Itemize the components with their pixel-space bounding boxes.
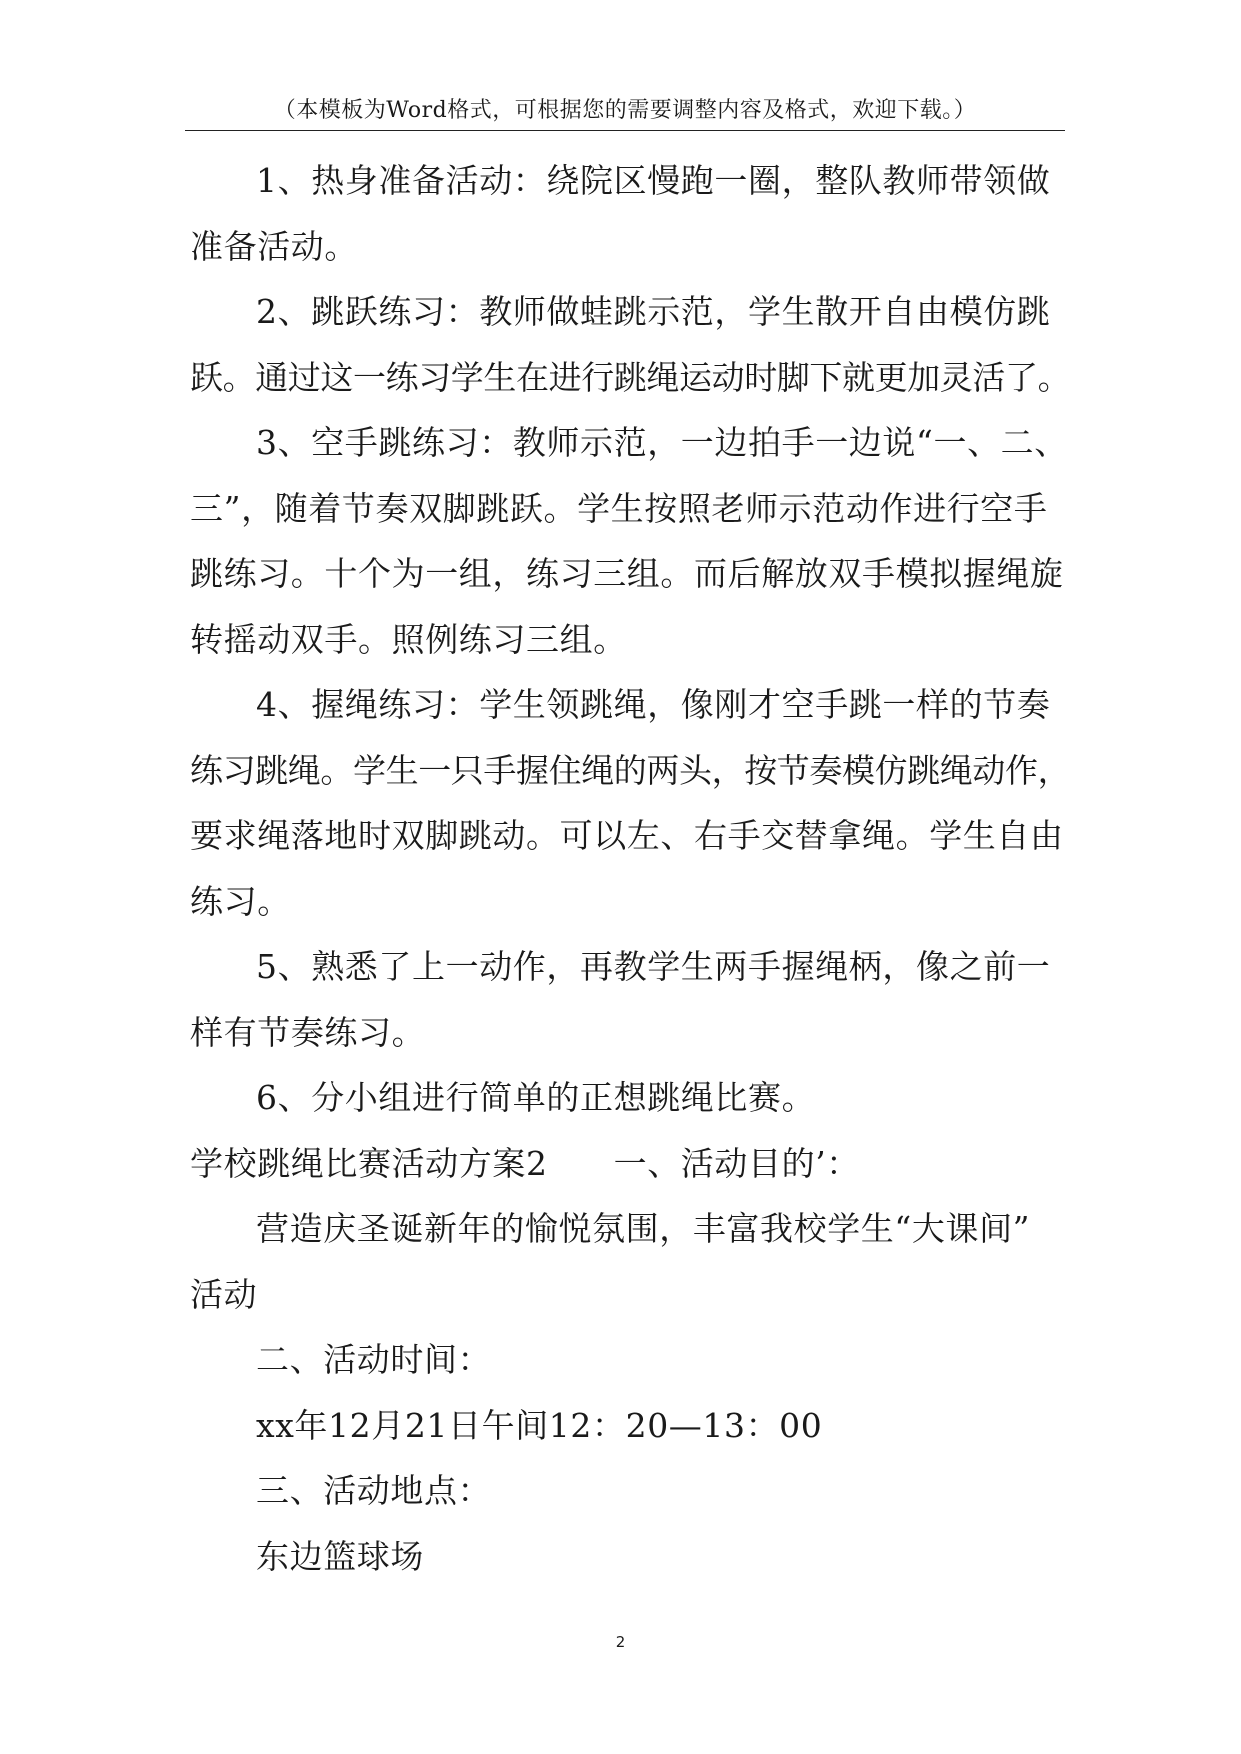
paragraph-line: 准备活动。 (190, 226, 358, 266)
paragraph-line: 6、分小组进行简单的正想跳绳比赛。 (256, 1078, 816, 1117)
paragraph-line: 3、空手跳练习：教师示范，一边拍手一边说“一、二、 (256, 423, 1068, 462)
plan-title: 学校跳绳比赛活动方案2 (190, 1143, 548, 1183)
paragraph-line: 要求绳落地时双脚跳动。可以左、右手交替拿绳。学生自由 (190, 816, 1064, 855)
template-note: （本模板为Word格式，可根据您的需要调整内容及格式，欢迎下载。） (273, 98, 977, 123)
paragraph-line: 跳练习。十个为一组，练习三组。而后解放双手模拟握绳旋 (190, 554, 1064, 593)
section-heading: 三、活动地点： (256, 1471, 492, 1510)
paragraph-line: 样有节奏练习。 (190, 1012, 426, 1052)
paragraph-line: 三”，随着节奏双脚跳跃。学生按照老师示范动作进行空手 (190, 488, 1048, 528)
section-subheading: 一、活动目的’： (613, 1143, 860, 1183)
section-heading: 二、活动时间： (256, 1340, 492, 1379)
paragraph-line: 练习。 (190, 881, 291, 921)
header-divider (185, 130, 1065, 131)
paragraph-line: 跃。通过这一练习学生在进行跳绳运动时脚下就更加灵活了。 (190, 357, 1071, 397)
paragraph-line: 营造庆圣诞新年的愉悦氛围，丰富我校学生“大课间” (256, 1209, 1031, 1248)
document-body (190, 148, 1070, 1589)
paragraph-line: 转摇动双手。照例练习三组。 (190, 619, 627, 659)
paragraph-line: 练习跳绳。学生一只手握住绳的两头，按节奏模仿跳绳动作， (190, 750, 1071, 790)
page-number: 2 (615, 1633, 626, 1651)
paragraph-line: xx年12月21日午间12：20—13：00 (256, 1405, 823, 1445)
paragraph-line: 东边篮球场 (256, 1536, 424, 1576)
section-heading (190, 1131, 1070, 1197)
paragraph-line: 活动 (190, 1274, 258, 1314)
paragraph-line: 1、热身准备活动：绕院区慢跑一圈，整队教师带领做 (256, 161, 1051, 200)
paragraph-line: 4、握绳练习：学生领跳绳，像刚才空手跳一样的节奏 (256, 685, 1051, 724)
paragraph-line: 5、熟悉了上一动作，再教学生两手握绳柄，像之前一 (256, 947, 1051, 986)
paragraph-line: 2、跳跃练习：教师做蛙跳示范，学生散开自由模仿跳 (256, 292, 1051, 331)
